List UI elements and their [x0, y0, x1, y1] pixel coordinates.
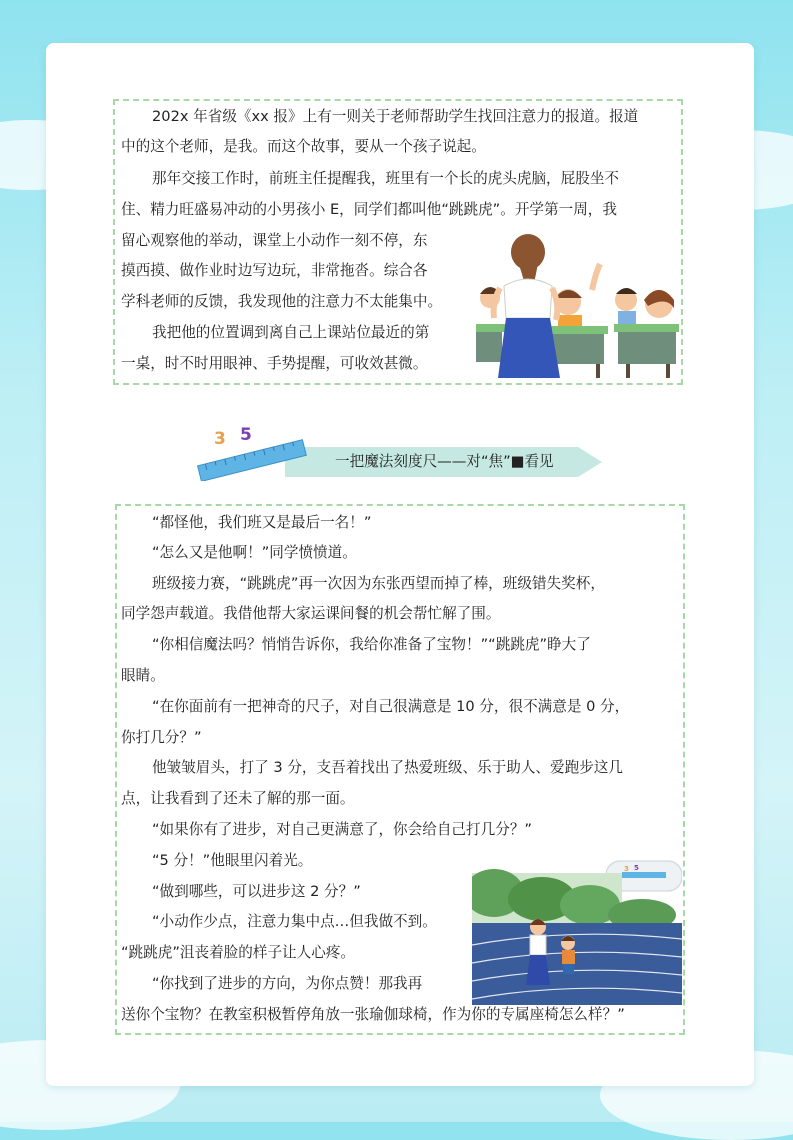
paragraph-line: 中的这个老师，是我。而这个故事，要从一个孩子说起。	[121, 138, 486, 155]
paragraph-line: 同学怨声载道。我借他帮大家运课间餐的机会帮忙解了围。	[121, 605, 501, 622]
paragraph-line: 他皱皱眉头，打了 3 分，支吾着找出了热爱班级、乐于助人、爱跑步这几	[152, 759, 623, 776]
paragraph-line: 送你个宝物？在教室积极暂停角放一张瑜伽球椅，作为你的专属座椅怎么样？”	[121, 1006, 625, 1023]
paragraph-line: 那年交接工作时，前班主任提醒我，班里有一个长的虎头虎脑，屁股坐不	[152, 170, 620, 187]
paragraph-line: “你相信魔法吗？悄悄告诉你，我给你准备了宝物！”“跳跳虎”睁大了	[152, 636, 591, 653]
svg-text:5: 5	[634, 864, 639, 872]
paragraph-line: 眼睛。	[121, 667, 165, 684]
classroom-illustration	[476, 232, 679, 378]
ruler-number-5: 5	[240, 425, 252, 445]
paragraph-line: 留心观察他的举动，课堂上小动作一刻不停，东	[121, 232, 428, 249]
paragraph-line: “在你面前有一把神奇的尺子，对自己很满意是 10 分，很不满意是 0 分，	[152, 698, 630, 715]
paragraph-line: “做到哪些，可以进步这 2 分？”	[152, 883, 361, 900]
paragraph-line: 我把他的位置调到离自己上课站位最近的第	[152, 324, 430, 341]
paragraph-line: 你打几分？”	[121, 729, 202, 746]
paragraph-line: 住、精力旺盛易冲动的小男孩小 E，同学们都叫他“跳跳虎”。开学第一周，我	[121, 201, 617, 218]
paragraph-line: 一桌，时不时用眼神、手势提醒，可收效甚微。	[121, 355, 428, 372]
paragraph-line: 学科老师的反馈，我发现他的注意力不太能集中。	[121, 293, 443, 310]
paragraph-line: “都怪他，我们班又是最后一名！”	[152, 514, 372, 531]
paragraph-line: 班级接力赛，“跳跳虎”再一次因为东张西望而掉了棒，班级错失奖杯，	[152, 575, 605, 592]
paragraph-line: “5 分！”他眼里闪着光。	[152, 852, 313, 869]
banner-title: 一把魔法刻度尺——对“焦”■看见	[335, 453, 554, 470]
paragraph-line: “如果你有了进步，对自己更满意了，你会给自己打几分？”	[152, 821, 532, 838]
svg-text:3: 3	[624, 865, 629, 873]
running-track-illustration	[472, 855, 682, 1005]
paragraph-line: “怎么又是他啊！”同学愤愤道。	[152, 544, 357, 561]
paragraph-line: “跳跳虎”沮丧着脸的样子让人心疼。	[121, 944, 356, 961]
paragraph-line: “小动作少点，注意力集中点…但我做不到。	[152, 913, 437, 930]
paragraph-line: 摸西摸、做作业时边写边玩，非常拖沓。综合各	[121, 262, 428, 279]
paragraph-line: 202x 年省级《xx 报》上有一则关于老师帮助学生找回注意力的报道。报道	[152, 108, 639, 125]
paragraph-line: 点，让我看到了还未了解的那一面。	[121, 790, 355, 807]
ruler-number-3: 3	[214, 429, 226, 449]
section-banner	[190, 425, 605, 481]
paragraph-line: “你找到了进步的方向，为你点赞！那我再	[152, 975, 423, 992]
